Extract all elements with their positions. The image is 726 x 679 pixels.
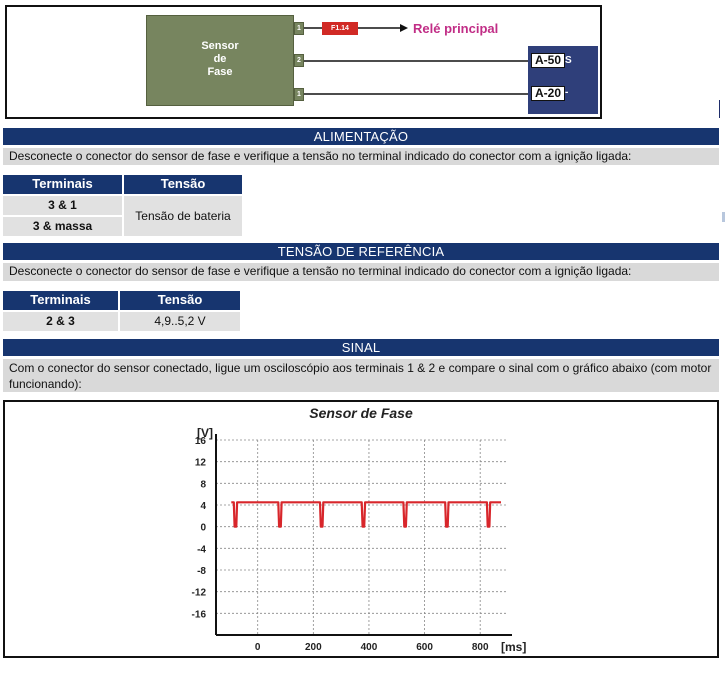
x-tick-label: 600 bbox=[416, 642, 433, 653]
side-marker-light bbox=[722, 212, 725, 222]
ref-header-tensao: Tensão bbox=[120, 291, 240, 310]
y-tick-label: -4 bbox=[197, 544, 206, 556]
phase-sensor-chart bbox=[3, 400, 719, 658]
x-tick-label: 200 bbox=[304, 642, 322, 653]
wiring-lines bbox=[0, 0, 726, 125]
sensor-pin-top: 1 bbox=[294, 22, 304, 35]
x-tick-label: 800 bbox=[471, 642, 489, 653]
y-tick-label: 4 bbox=[200, 501, 206, 512]
alim-header-terminais: Terminais bbox=[3, 175, 122, 194]
section-sinal-title: SINAL bbox=[3, 339, 719, 356]
referencia-instruction: Desconecte o conector do sensor de fase e verifique a tensão no terminal indicado do conector com a ignição ligada: bbox=[3, 263, 719, 281]
ref-tensao-value: 4,9..5,2 V bbox=[120, 312, 240, 331]
ref-terminal-value: 2 & 3 bbox=[3, 312, 118, 331]
alimentacao-instruction: Desconecte o conector do sensor de fase e verifique a tensão no terminal indicado do conector com a ignição ligada: bbox=[3, 148, 719, 165]
fuse-f114: F1.14 bbox=[322, 22, 358, 35]
ecu-terminal-a20: A-20 bbox=[531, 86, 565, 101]
x-tick-label: 0 bbox=[254, 642, 261, 653]
y-tick-label: 0 bbox=[200, 522, 206, 534]
main-relay-label: Relé principal bbox=[413, 21, 499, 36]
phase-sensor-label: Sensor de Fase bbox=[201, 40, 239, 78]
side-marker bbox=[719, 100, 720, 118]
x-tick-label: 400 bbox=[360, 642, 378, 653]
y-axis-label: [V] bbox=[197, 426, 213, 440]
ecu-signal-minus: - bbox=[565, 87, 569, 98]
chart-title: Sensor de Fase bbox=[309, 405, 413, 421]
y-tick-label: -16 bbox=[191, 609, 206, 621]
y-tick-label: -12 bbox=[191, 587, 206, 599]
sinal-instruction: Com o conector do sensor conectado, ligue um osciloscópio aos terminais 1 & 2 e compare o sinal com o gráfico abaixo (com motor funcionando): bbox=[3, 359, 719, 392]
sensor-pin-bottom: 1 bbox=[294, 88, 304, 101]
alim-header-tensao: Tensão bbox=[124, 175, 242, 194]
ref-header-terminais: Terminais bbox=[3, 291, 118, 310]
y-tick-label: -8 bbox=[197, 566, 206, 577]
alim-tensao-value: Tensão de bateria bbox=[124, 196, 242, 236]
section-referencia-title: TENSÃO DE REFERÊNCIA bbox=[3, 243, 719, 260]
section-alimentacao-title: ALIMENTAÇÃO bbox=[3, 128, 719, 145]
sensor-pin-middle: 2 bbox=[294, 54, 304, 67]
alim-terminal-row2: 3 & massa bbox=[3, 217, 122, 236]
y-tick-label: 8 bbox=[200, 479, 206, 491]
ecu-terminal-a50: A-50 bbox=[531, 53, 565, 68]
y-tick-label: 16 bbox=[194, 436, 206, 447]
y-tick-label: 12 bbox=[194, 457, 206, 469]
ecu-signal-s: S bbox=[565, 55, 572, 66]
signal-line bbox=[231, 502, 501, 526]
x-axis-label: [ms] bbox=[501, 640, 527, 654]
alim-terminal-row1: 3 & 1 bbox=[3, 196, 122, 215]
arrow-to-relay bbox=[400, 24, 408, 32]
